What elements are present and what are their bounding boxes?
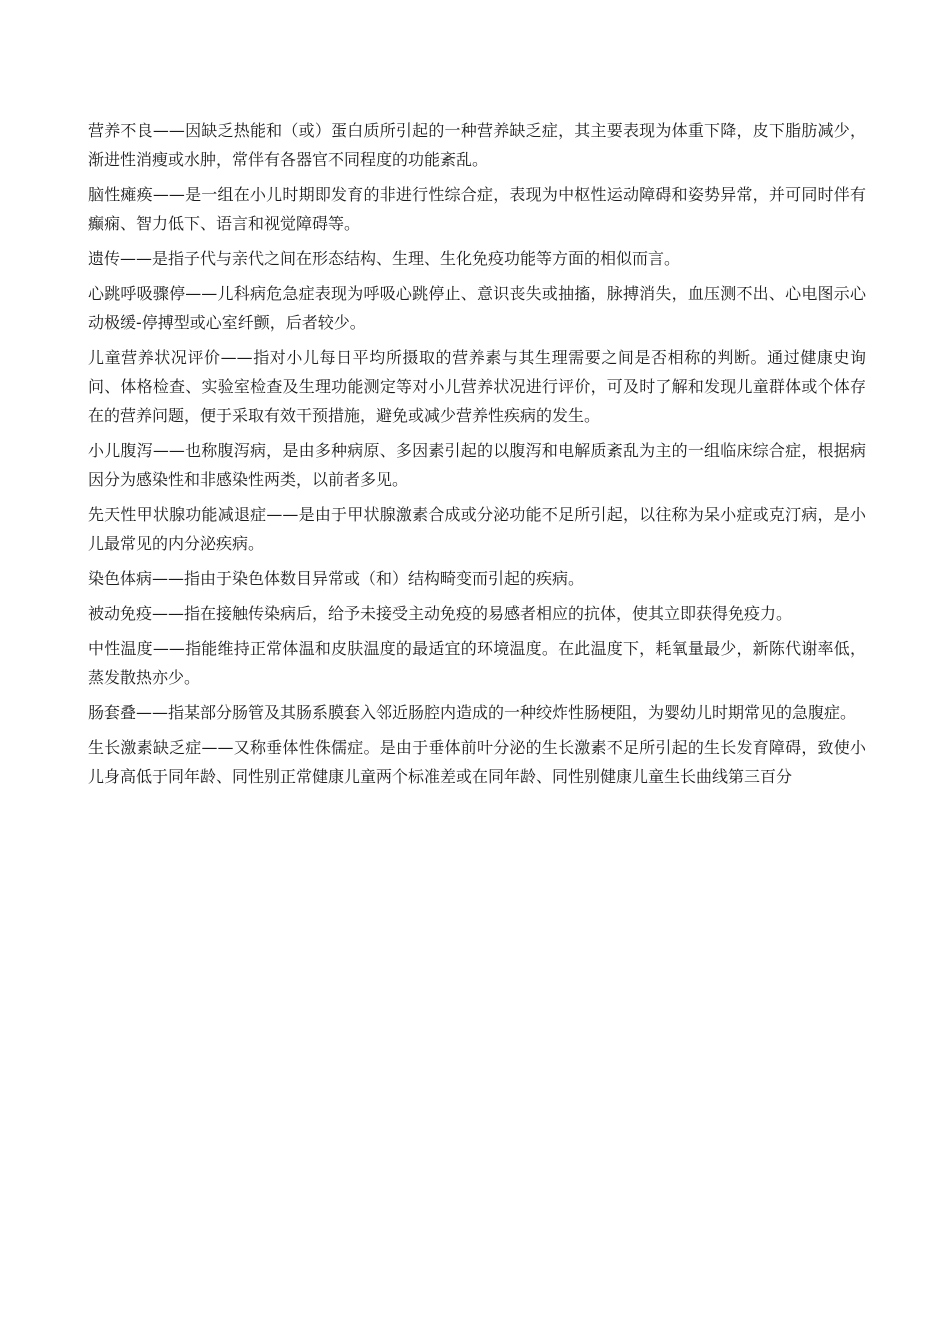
definition-neutral-temperature: 中性温度——指能维持正常体温和皮肤温度的最适宜的环境温度。在此温度下，耗氧量最少，新陈代谢率低，蒸发散热亦少。 <box>88 639 866 687</box>
definition-growth-hormone-deficiency: 生长激素缺乏症——又称垂体性侏儒症。是由于垂体前叶分泌的生长激素不足所引起的生长发育障碍，致使小儿身高低于同年龄、同性别正常健康儿童两个标准差或在同年龄、同性别健康儿童生长曲线第三百分 <box>88 738 866 786</box>
definition-infant-diarrhea: 小儿腹泻——也称腹泻病，是由多种病原、多因素引起的以腹泻和电解质紊乱为主的一组临床综合症，根据病因分为感染性和非感染性两类，以前者多见。 <box>88 441 866 489</box>
definition-nutrition-assessment: 儿童营养状况评价——指对小儿每日平均所摄取的营养素与其生理需要之间是否相称的判断。通过健康史询问、体格检查、实验室检查及生理功能测定等对小儿营养状况进行评价，可及时了解和发现儿童群体或个体存在的营养问题，便于采取有效干预措施，避免或减少营养性疾病的发生。 <box>88 348 866 425</box>
document-body <box>88 116 866 797</box>
definition-malnutrition: 营养不良——因缺乏热能和（或）蛋白质所引起的一种营养缺乏症，其主要表现为体重下降，皮下脂肪减少，渐进性消瘦或水肿，常伴有各器官不同程度的功能紊乱。 <box>88 121 866 169</box>
definition-cardiopulmonary-arrest: 心跳呼吸骤停——儿科病危急症表现为呼吸心跳停止、意识丧失或抽搐，脉搏消失，血压测不出、心电图示心动极缓-停搏型或心室纤颤，后者较少。 <box>88 284 866 332</box>
definition-cerebral-palsy: 脑性瘫痪——是一组在小儿时期即发育的非进行性综合症，表现为中枢性运动障碍和姿势异常，并可同时伴有癫痫、智力低下、语言和视觉障碍等。 <box>88 185 866 233</box>
definition-intussusception: 肠套叠——指某部分肠管及其肠系膜套入邻近肠腔内造成的一种绞炸性肠梗阻，为婴幼儿时期常见的急腹症。 <box>88 703 857 722</box>
definition-passive-immunity: 被动免疫——指在接触传染病后，给予未接受主动免疫的易感者相应的抗体，使其立即获得免疫力。 <box>88 604 793 623</box>
definition-heredity: 遗传——是指子代与亲代之间在形态结构、生理、生化免疫功能等方面的相似而言。 <box>88 249 681 268</box>
definition-chromosomal-disease: 染色体病——指由于染色体数目异常或（和）结构畸变而引起的疾病。 <box>88 569 585 588</box>
definition-congenital-hypothyroidism: 先天性甲状腺功能减退症——是由于甲状腺激素合成或分泌功能不足所引起，以往称为呆小症或克汀病，是小儿最常见的内分泌疾病。 <box>88 505 866 553</box>
